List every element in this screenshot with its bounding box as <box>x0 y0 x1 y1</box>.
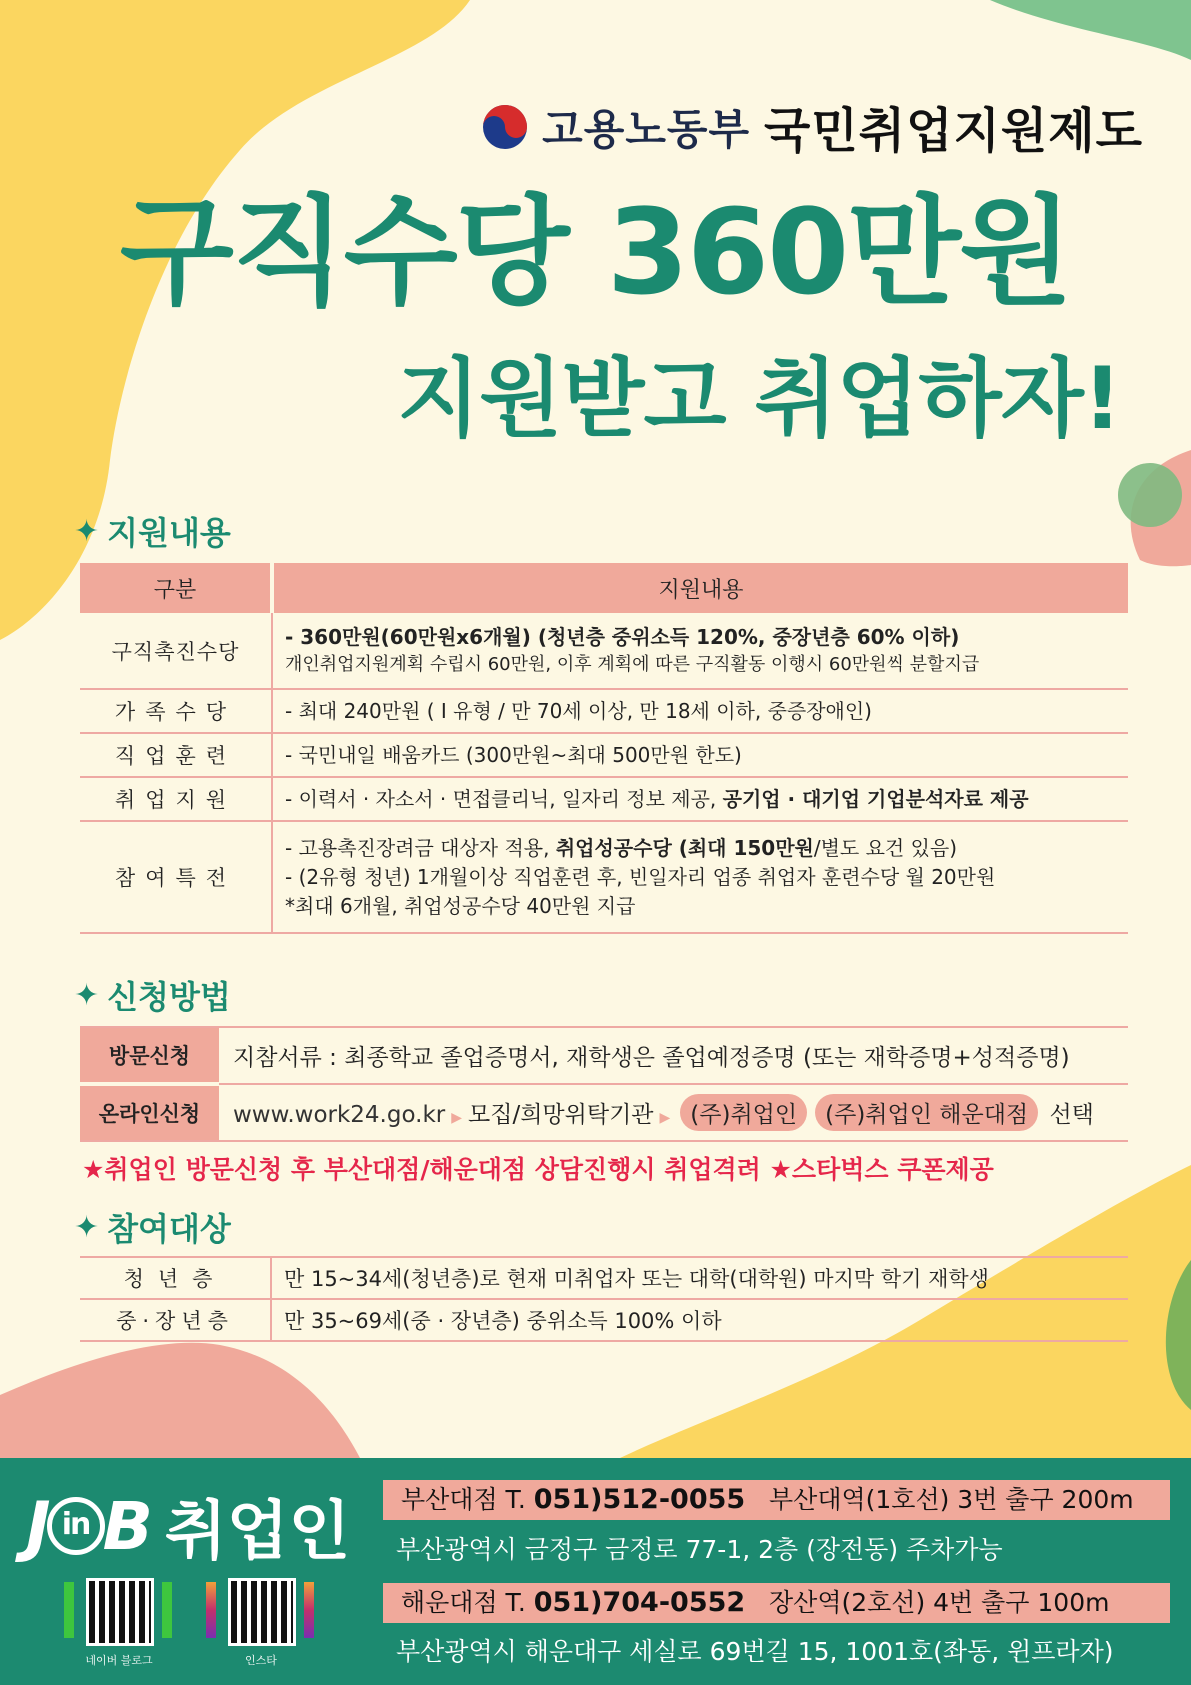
table-row <box>80 777 1128 821</box>
branch-busan-bar <box>383 1480 1170 1520</box>
pink-blob-bottom-left <box>0 1343 360 1458</box>
table-row <box>80 1299 1128 1341</box>
row-content-bold: 취업성공수당 (최대 150만원 <box>555 835 814 860</box>
website-link[interactable]: www.work24.go.kr <box>233 1102 446 1128</box>
table-row <box>80 1027 1128 1084</box>
branch-exit: 장산역(2호선) 4번 출구 100m <box>769 1588 1110 1617</box>
table-header-row <box>80 563 1128 613</box>
section-title-apply <box>74 972 231 1018</box>
brand-name: 취업인 <box>164 1495 351 1569</box>
qr-accent <box>162 1582 172 1638</box>
option-pill: (주)취업인 해운대점 <box>815 1094 1038 1131</box>
branch-phone[interactable]: 051)704-0552 <box>533 1587 746 1618</box>
qr-accent <box>304 1582 314 1638</box>
logo-letter: B <box>102 1487 151 1565</box>
qr-code-instagram[interactable] <box>228 1578 296 1646</box>
row-category: 직업훈련 <box>80 733 272 777</box>
job-logo <box>26 1488 151 1565</box>
logo-circle: in <box>47 1497 105 1555</box>
apply-table <box>80 1026 1128 1142</box>
table-row <box>80 733 1128 777</box>
branch-exit: 부산대역(1호선) 3번 출구 200m <box>769 1485 1134 1514</box>
row-content-line: *최대 6개월, 취업성공수당 40만원 지급 <box>285 893 636 918</box>
row-category: 참여특전 <box>80 821 272 933</box>
table-row <box>80 613 1128 689</box>
headline-sub: 지원받고 취업하자! <box>397 349 1121 449</box>
sparkle-icon: ✦ <box>74 513 100 549</box>
row-content <box>272 821 1128 933</box>
row-content-bold: 공기업 · 대기업 기업분석자료 제공 <box>722 786 1029 811</box>
branch-phone[interactable]: 051)512-0055 <box>533 1484 746 1515</box>
row-content-text: - 이력서 · 자소서 · 면접클리닉, 일자리 정보 제공, <box>285 786 723 811</box>
row-content-line: - (2유형 청년) 1개월이상 직업훈련 후, 빈일자리 업종 취업자 훈련수당 월 20만원 <box>285 864 996 889</box>
qr-accent <box>206 1582 216 1638</box>
branch-haeundae-address: 부산광역시 해운대구 세실로 69번길 15, 1001호(좌동, 윈프라자) <box>396 1637 1114 1666</box>
row-category: 취업지원 <box>80 777 272 821</box>
row-category: 구직촉진수당 <box>80 613 272 689</box>
row-content: - 최대 240만원 ( Ⅰ 유형 / 만 70세 이상, 만 18세 이하, 중증장애인) <box>272 689 1128 733</box>
row-content-line: - 360만원(60만원x6개월) (청년층 중위소득 120%, 중장년층 60% 이하) <box>285 624 960 649</box>
taegeuk-icon <box>482 104 528 150</box>
notice-text: ★취업인 방문신청 후 부산대점/해운대점 상담진행시 취업격려 ★스타벅스 쿠폰제공 <box>82 1155 994 1184</box>
target-label: 중·장년층 <box>80 1299 271 1341</box>
row-content <box>272 777 1128 821</box>
branch-name: 해운대점 T. <box>401 1588 526 1617</box>
branch-name: 부산대점 T. <box>401 1485 526 1514</box>
branch-haeundae-bar <box>383 1583 1170 1623</box>
col-header-category: 구분 <box>80 563 272 613</box>
branch-busan-address: 부산광역시 금정구 금정로 77-1, 2층 (장전동) 주차가능 <box>396 1535 1003 1564</box>
support-table <box>80 563 1128 934</box>
target-value: 만 35~69세(중 · 장년층) 중위소득 100% 이하 <box>271 1299 1128 1341</box>
target-label: 청년층 <box>80 1257 271 1299</box>
section-title-target-text: 참여대상 <box>107 1210 231 1248</box>
qr-code-blog[interactable] <box>86 1578 154 1646</box>
arrow-right-icon: ▶ <box>451 1110 463 1126</box>
qr-label-instagram: 인스타 <box>245 1654 277 1667</box>
section-title-apply-text: 신청방법 <box>107 978 231 1016</box>
row-content-text: - 고용촉진장려금 대상자 적용, <box>285 835 556 860</box>
sparkle-icon: ✦ <box>74 977 100 1013</box>
program-name: 국민취업지원제도 <box>764 103 1143 159</box>
section-title-support-text: 지원내용 <box>107 514 231 552</box>
option-pill: (주)취업인 <box>680 1094 807 1131</box>
online-step: 모집/희망위탁기관 <box>468 1102 654 1128</box>
visit-label: 방문신청 <box>80 1027 219 1084</box>
online-value <box>219 1084 1128 1141</box>
row-content <box>272 613 1128 689</box>
online-label: 온라인신청 <box>80 1084 219 1141</box>
ministry-name: 고용노동부 <box>542 104 751 154</box>
logo-letter: J <box>26 1487 49 1565</box>
target-table <box>80 1256 1128 1342</box>
row-content-line: 개인취업지원계획 수립시 60만원, 이후 계획에 따른 구직활동 이행시 60만원씩 분할지급 <box>285 653 980 675</box>
arrow-right-icon: ▶ <box>659 1110 671 1126</box>
table-row <box>80 689 1128 733</box>
headline-main: 구직수당 360만원 <box>119 183 1072 321</box>
target-value: 만 15~34세(청년층)로 현재 미취업자 또는 대학(대학원) 마지막 학기 재학생 <box>271 1257 1128 1299</box>
table-row <box>80 1257 1128 1299</box>
col-header-content: 지원내용 <box>272 563 1128 613</box>
row-content-text: /별도 요건 있음) <box>813 835 958 860</box>
row-category: 가족수당 <box>80 689 272 733</box>
table-row <box>80 821 1128 933</box>
row-content: - 국민내일 배움카드 (300만원~최대 500만원 한도) <box>272 733 1128 777</box>
green-circle-right <box>1118 463 1182 527</box>
qr-label-blog: 네이버 블로그 <box>85 1654 153 1667</box>
qr-accent <box>64 1582 74 1638</box>
online-end: 선택 <box>1049 1102 1094 1128</box>
section-title-support <box>74 508 231 554</box>
table-row <box>80 1084 1128 1141</box>
visit-value: 지참서류 : 최종학교 졸업증명서, 재학생은 졸업예정증명 (또는 재학증명+성적증명) <box>219 1027 1128 1084</box>
sparkle-icon: ✦ <box>74 1209 100 1245</box>
ministry-header <box>482 92 1143 161</box>
green-blob-top-right <box>990 0 1191 60</box>
section-title-target <box>74 1204 231 1250</box>
brand-logo <box>26 1480 350 1572</box>
